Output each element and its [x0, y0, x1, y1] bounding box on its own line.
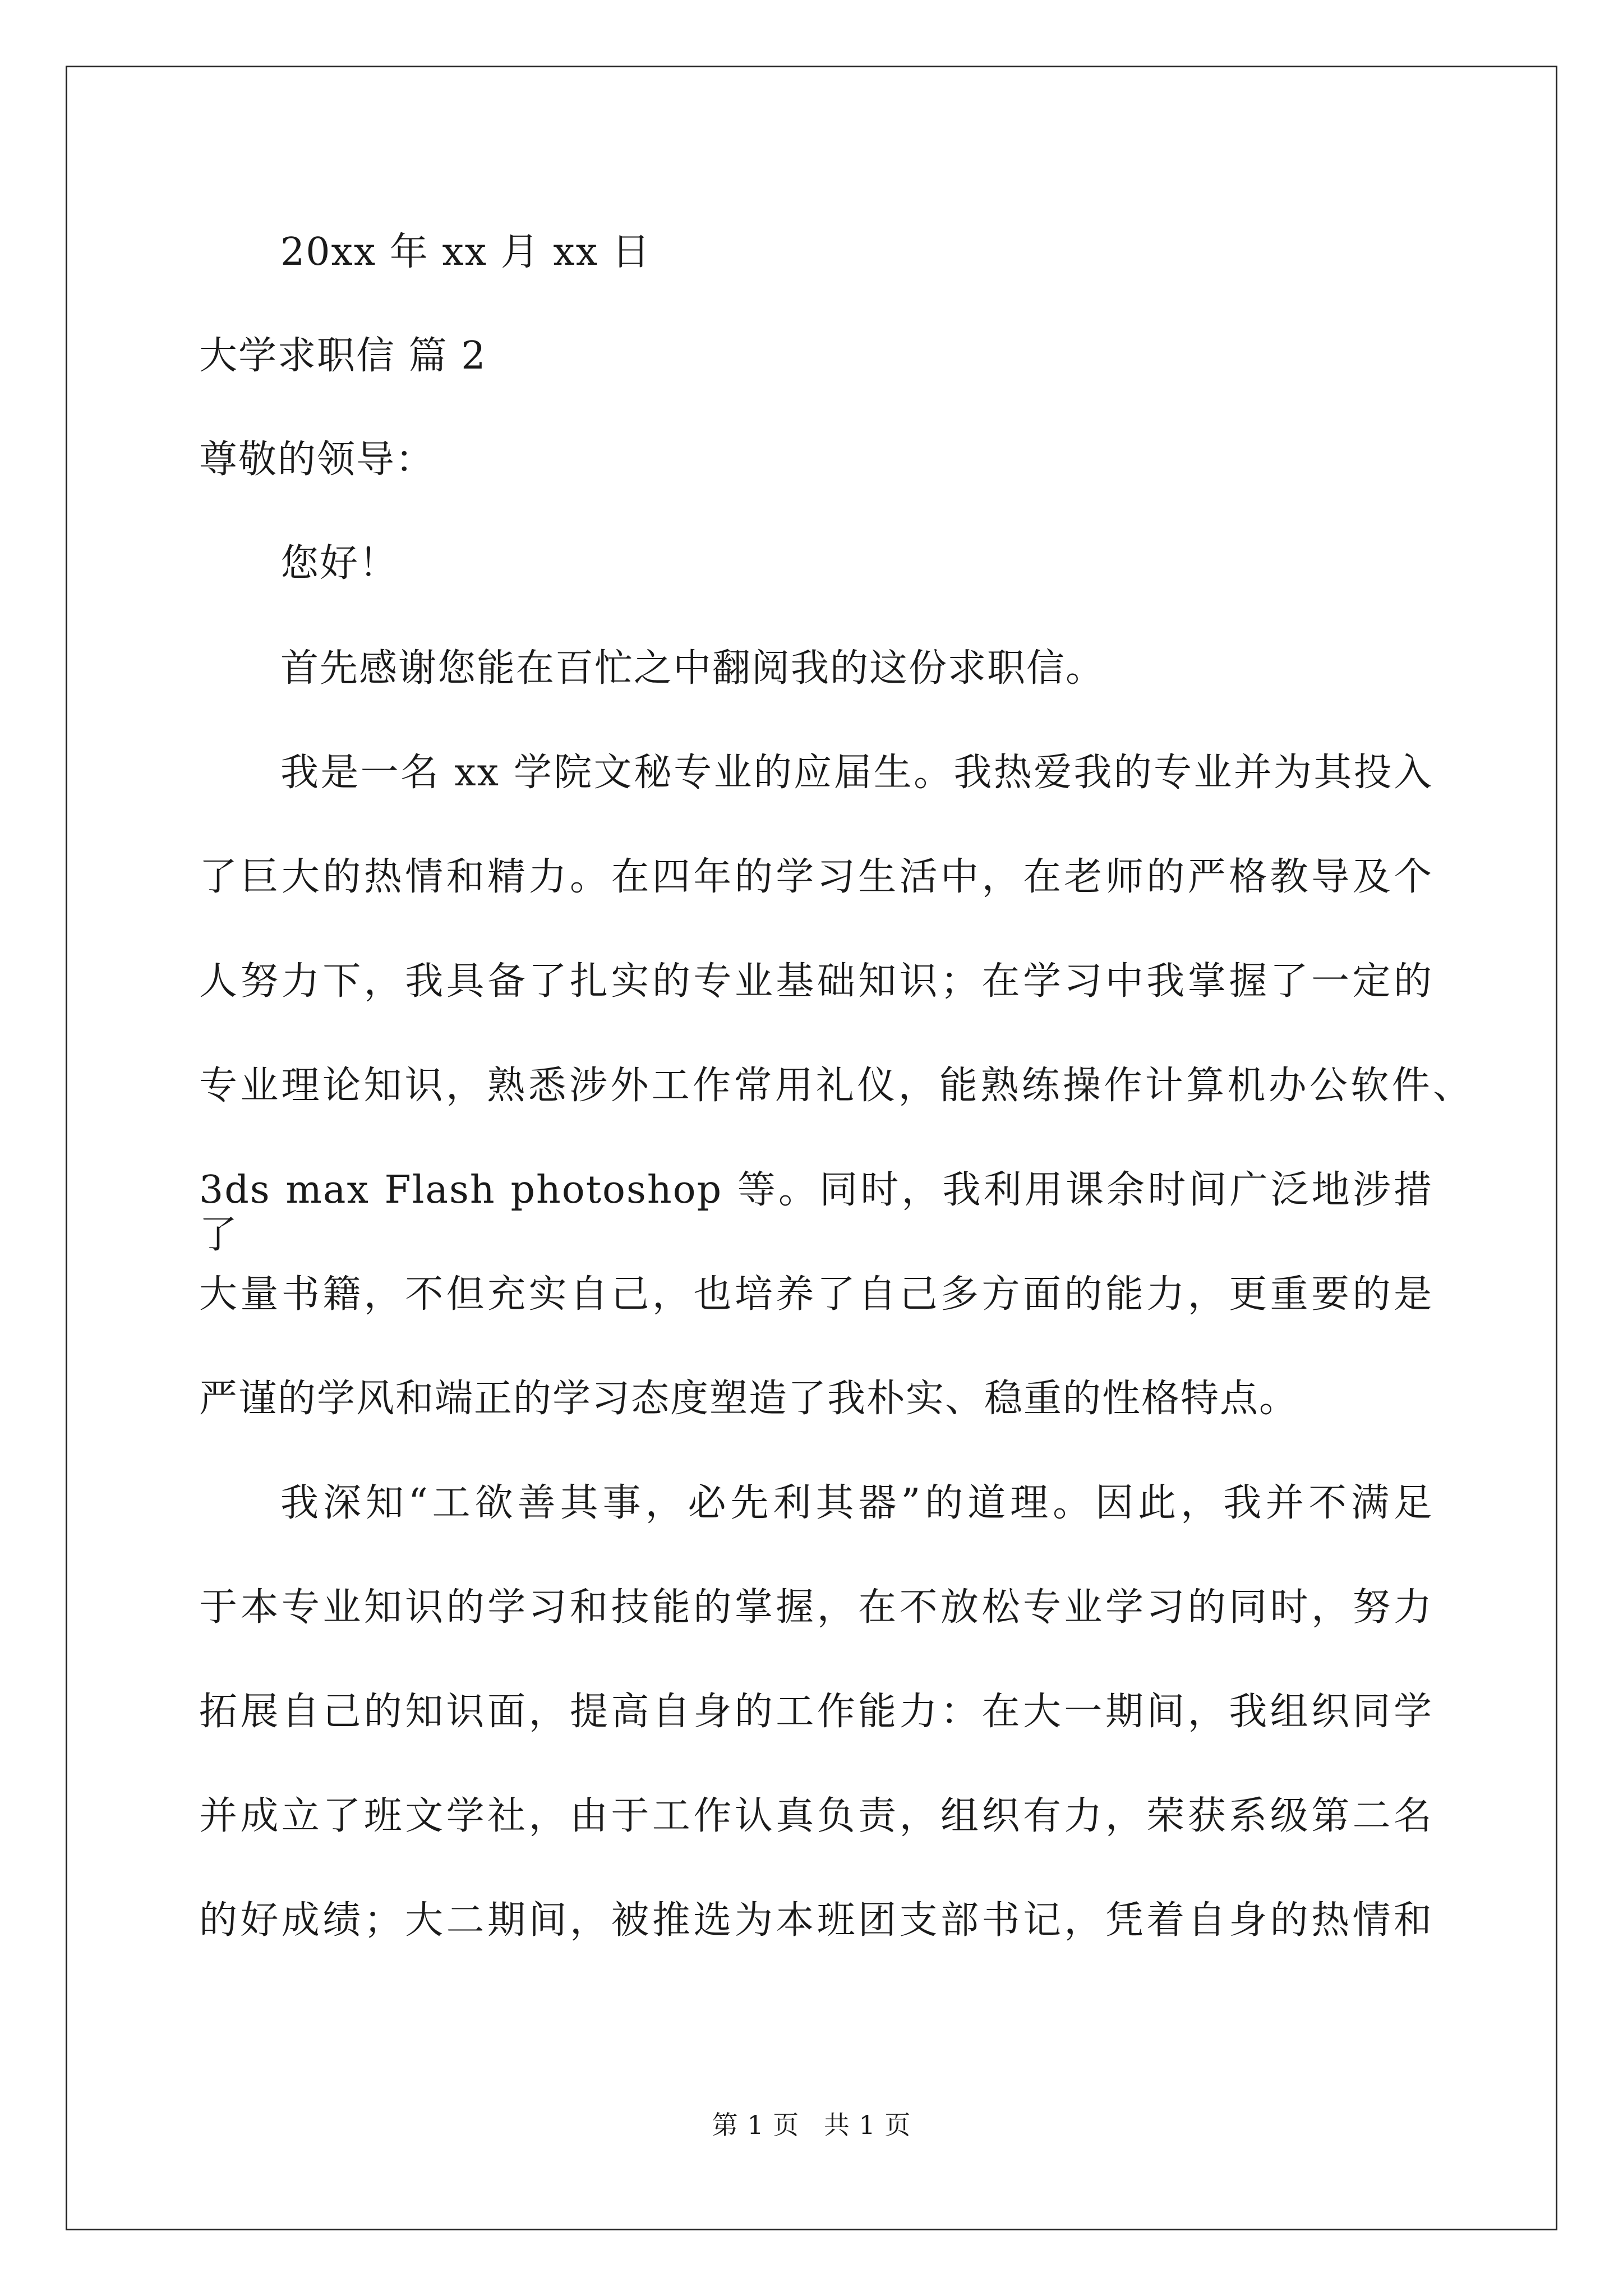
paragraph-line-2: 我是一名 xx 学院文秘专业的应届生。我热爱我的专业并为其投入: [280, 751, 1433, 795]
paragraph-line-7: 大量书籍，不但充实自己，也培养了自己多方面的能力，更重要的是: [199, 1272, 1433, 1317]
paragraph-line-3: 了巨大的热情和精力。在四年的学习生活中，在老师的严格教导及个: [199, 855, 1433, 899]
paragraph-line-8: 严谨的学风和端正的学习态度塑造了我朴实、稳重的性格特点。: [199, 1377, 1299, 1421]
paragraph-line-6: 3ds max Flash photoshop 等。同时，我利用课余时间广泛地涉措了: [199, 1168, 1433, 1257]
paragraph-line-11: 拓展自己的知识面，提高自身的工作能力：在大一期间，我组织同学: [199, 1690, 1433, 1734]
page-footer: [0, 2109, 1623, 2141]
paragraph-line-4: 人努力下，我具备了扎实的专业基础知识；在学习中我掌握了一定的: [199, 959, 1433, 1004]
section-title: 大学求职信 篇 2: [199, 334, 487, 378]
page-number-current: 第 1 页: [712, 2110, 800, 2140]
paragraph-line-13: 的好成绩；大二期间，被推选为本班团支部书记，凭着自身的热情和: [199, 1898, 1433, 1943]
paragraph-line-9: 我深知“工欲善其事，必先利其器”的道理。因此，我并不满足: [280, 1481, 1433, 1525]
salutation: 尊敬的领导：: [199, 438, 435, 482]
page-number-total: 共 1 页: [823, 2110, 911, 2140]
paragraph-line-1: 首先感谢您能在百忙之中翻阅我的这份求职信。: [280, 646, 1105, 691]
paragraph-line-5: 专业理论知识，熟悉涉外工作常用礼仪，能熟练操作计算机办公软件、: [199, 1064, 1472, 1108]
date-line: 20xx 年 xx 月 xx 日: [280, 230, 651, 274]
paragraph-line-10: 于本专业知识的学习和技能的掌握，在不放松专业学习的同时，努力: [199, 1585, 1433, 1630]
paragraph-line-12: 并成立了班文学社，由于工作认真负责，组织有力，荣获系级第二名: [199, 1794, 1433, 1838]
greeting: 您好！: [280, 541, 399, 586]
